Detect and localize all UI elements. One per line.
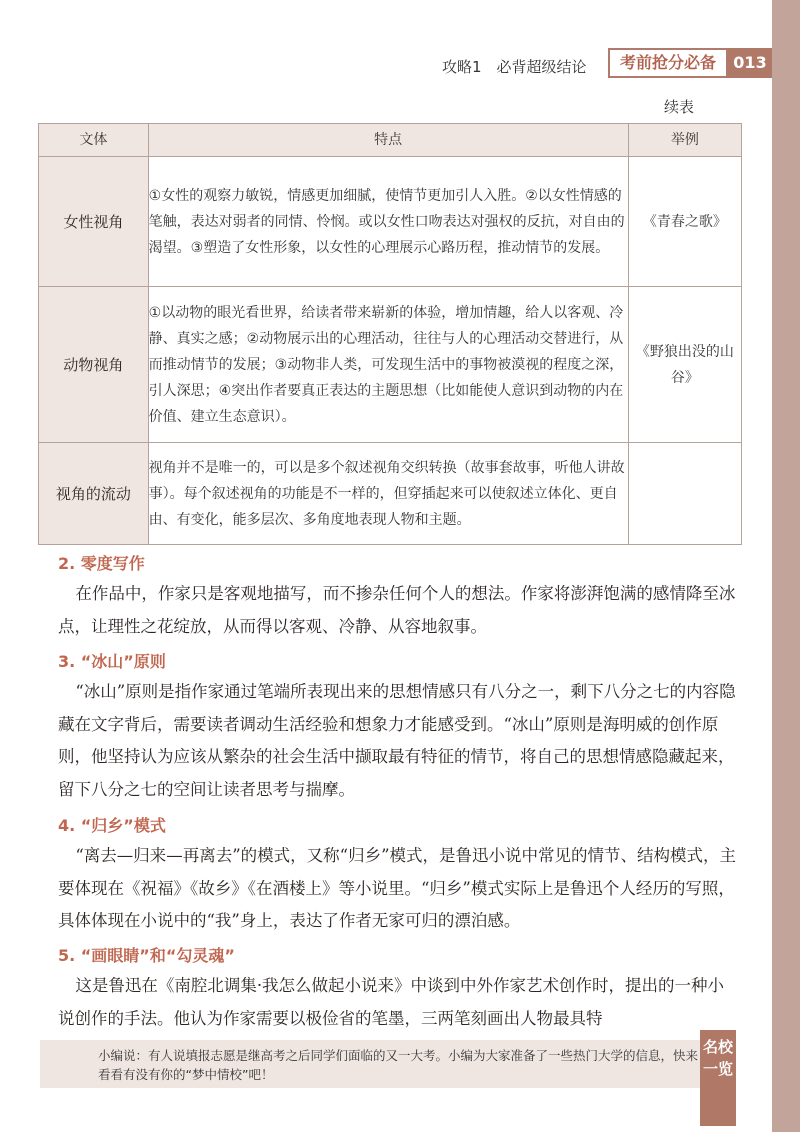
row-genre: 动物视角 <box>39 287 149 443</box>
footer-note: 小编说：有人说填报志愿是继高考之后同学们面临的又一大考。小编为大家准备了一些热门大学的信息，快来看看有没有你的“梦中情校”吧！ <box>98 1048 699 1082</box>
table-row <box>39 287 742 443</box>
section-title: 2. 零度写作 <box>58 554 145 573</box>
row-description: ①以动物的眼光看世界，给读者带来崭新的体验，增加情趣，给人以客观、冷静、真实之感；②动物展示出的心理活动，往往与人的心理活动交替进行，从而推动情节的发展；③动物非人类，可发现生活中的事物被漠视的程度之深，引人深思；④突出作者要真正表达的主题思想（比如能使人意识到动物的内在价值、建立生态意识）。 <box>148 287 628 443</box>
footer-note-box <box>40 1040 712 1088</box>
row-example: 《青春之歌》 <box>628 157 741 287</box>
section-iceberg-principle <box>58 648 748 806</box>
section-title: 4. “归乡”模式 <box>58 816 166 835</box>
footer-tag: 名校一览 <box>700 1030 736 1126</box>
table-continued-label: 续表 <box>664 98 695 116</box>
section-body: “离去—归来—再离去”的模式，又称“归乡”模式，是鲁迅小说中常见的情节、结构模式，主要体现在《祝福》《故乡》《在酒楼上》等小说里。“归乡”模式实际上是鲁迅个人经历的写照，具体体现在小说中的“我”身上，表达了作者无家可归的漂泊感。 <box>58 846 737 930</box>
row-genre: 视角的流动 <box>39 443 149 545</box>
row-description: ①女性的观察力敏锐，情感更加细腻，使情节更加引人入胜。②以女性情感的笔触，表达对弱者的同情、怜悯。或以女性口吻表达对强权的反抗，对自由的渴望。③塑造了女性形象，以女性的心理展示心路历程，推动情节的发展。 <box>148 157 628 287</box>
table-row <box>39 443 742 545</box>
perspective-table <box>38 123 742 545</box>
row-example: 《野狼出没的山谷》 <box>628 287 741 443</box>
section-title: 5. “画眼睛”和“勾灵魂” <box>58 946 235 965</box>
table-header-row <box>39 124 742 157</box>
section-body: 这是鲁迅在《南腔北调集·我怎么做起小说来》中谈到中外作家艺术创作时，提出的一种小说创作的手法。他认为作家需要以极俭省的笔墨，三两笔刻画出人物最具特 <box>58 976 725 1028</box>
page-edge-band <box>772 0 800 1132</box>
row-description: 视角并不是唯一的，可以是多个叙述视角交织转换（故事套故事，听他人讲故事）。每个叙述视角的功能是不一样的，但穿插起来可以使叙述立体化、更自由、有变化，能多层次、多角度地表现人物和主题。 <box>148 443 628 545</box>
row-example <box>628 443 741 545</box>
section-body: “冰山”原则是指作家通过笔端所表现出来的思想情感只有八分之一，剩下八分之七的内容隐藏在文字背后，需要读者调动生活经验和想象力才能感受到。“冰山”原则是海明威的创作原则，他坚持认为应该从繁杂的社会生活中撷取最有特征的情节，将自己的思想情感隐藏起来，留下八分之七的空间让读者思考与揣摩。 <box>58 682 736 799</box>
section-homecoming-pattern <box>58 812 748 938</box>
column-header-features: 特点 <box>148 124 628 157</box>
section-title: 3. “冰山”原则 <box>58 652 166 671</box>
section-zero-degree-writing <box>58 550 748 643</box>
header-badge: 考前抢分必备 <box>608 48 728 78</box>
page-number: 013 <box>728 48 772 78</box>
page-header <box>380 46 772 82</box>
row-genre: 女性视角 <box>39 157 149 287</box>
column-header-genre: 文体 <box>39 124 149 157</box>
header-section-title: 攻略1 必背超级结论 <box>442 58 587 76</box>
column-header-example: 举例 <box>628 124 741 157</box>
section-body: 在作品中，作家只是客观地描写，而不掺杂任何个人的想法。作家将澎湃饱满的感情降至冰点，让理性之花绽放，从而得以客观、冷静、从容地叙事。 <box>58 584 736 636</box>
table-row <box>39 157 742 287</box>
section-eyes-and-soul <box>58 942 748 1035</box>
